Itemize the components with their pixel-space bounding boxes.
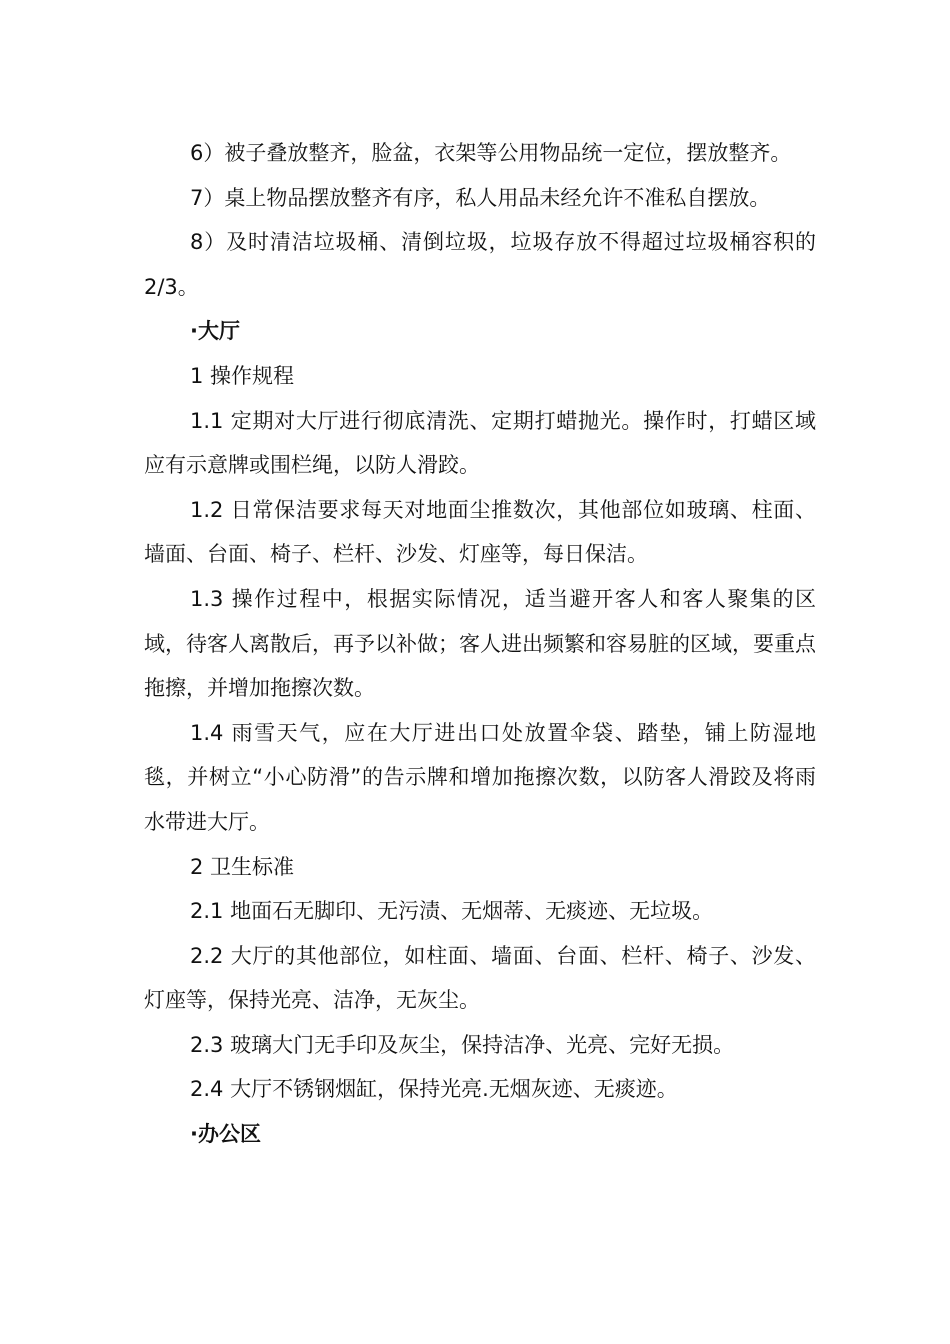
paragraph-item-6: 6）被子叠放整齐，脸盆，衣架等公用物品统一定位，摆放整齐。	[190, 141, 792, 165]
subsection-hygiene-standards: 2 卫生标准	[190, 854, 295, 879]
subsection-operating-rules: 1 操作规程	[190, 363, 295, 388]
paragraph-item-8: 8）及时清洁垃圾桶、清倒垃圾，垃圾存放不得超过垃圾桶容积的 2/3。	[144, 230, 816, 299]
paragraph-2-1: 2.1 地面石无脚印、无污渍、无烟蒂、无痰迹、无垃圾。	[190, 899, 714, 924]
document-body	[144, 131, 816, 1157]
paragraph-2-4: 2.4 大厅不锈钢烟缸，保持光亮.无烟灰迹、无痰迹。	[190, 1077, 678, 1102]
paragraph-1-4: 1.4 雨雪天气，应在大厅进出口处放置伞袋、踏垫，铺上防湿地毯，并树立“小心防滑”的告示牌和增加拖擦次数，以防客人滑跤及将雨水带进大厅。	[144, 720, 816, 834]
paragraph-item-7: 7）桌上物品摆放整齐有序，私人用品未经允许不准私自摆放。	[190, 185, 771, 210]
paragraph-1-1: 1.1 定期对大厅进行彻底清洗、定期打蜡抛光。操作时，打蜡区域应有示意牌或围栏绳，以防人滑跤。	[144, 408, 816, 478]
section-heading-office-area: ·办公区	[190, 1122, 261, 1147]
paragraph-2-3: 2.3 玻璃大门无手印及灰尘，保持洁净、光亮、完好无损。	[190, 1032, 735, 1057]
section-heading-lobby: ·大厅	[190, 319, 240, 344]
paragraph-1-2: 1.2 日常保洁要求每天对地面尘推数次，其他部位如玻璃、柱面、墙面、台面、椅子、栏杆、沙发、灯座等，每日保洁。	[144, 497, 816, 567]
paragraph-1-3: 1.3 操作过程中，根据实际情况，适当避开客人和客人聚集的区域，待客人离散后，再予以补做；客人进出频繁和容易脏的区域，要重点拖擦，并增加拖擦次数。	[144, 586, 816, 701]
paragraph-2-2: 2.2 大厅的其他部位，如柱面、墙面、台面、栏杆、椅子、沙发、灯座等，保持光亮、洁净，无灰尘。	[144, 943, 816, 1013]
